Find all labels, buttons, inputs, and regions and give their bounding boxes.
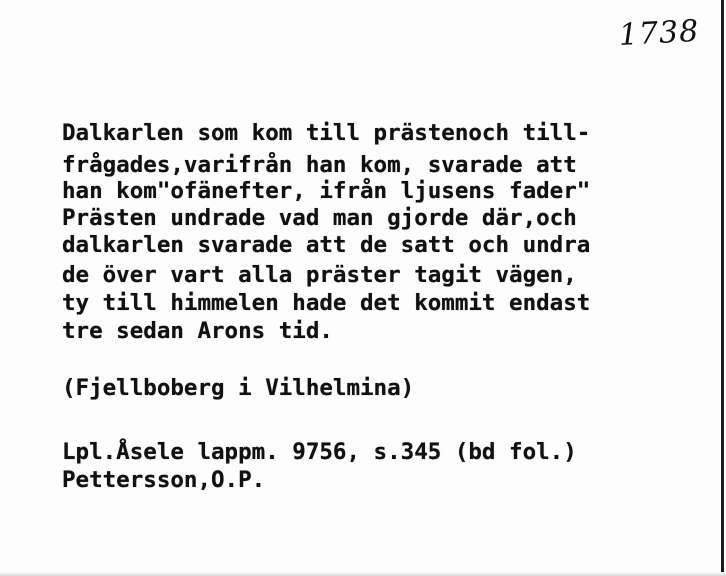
card-bottom-edge bbox=[0, 572, 726, 576]
text-line: ty till himmelen hade det kommit endast bbox=[62, 290, 591, 316]
source-reference: Lpl.Åsele lappm. 9756, s.345 (bd fol.) bbox=[62, 439, 577, 465]
collector-name: Pettersson,O.P. bbox=[62, 467, 266, 493]
text-line: han kom"ofänefter, ifrån ljusens fader" bbox=[62, 178, 591, 204]
text-line: frågades,varifrån han kom, svarade att bbox=[62, 152, 577, 178]
text-line: de över vart alla präster tagit vägen, bbox=[62, 262, 577, 288]
place-line: (Fjellboberg i Vilhelmina) bbox=[62, 375, 415, 401]
card-edge-shadow bbox=[721, 0, 724, 576]
text-line: Dalkarlen som kom till prästenoch till- bbox=[62, 120, 591, 146]
text-line: dalkarlen svarade att de satt och undra bbox=[62, 232, 591, 258]
text-line: Prästen undrade vad man gjorde där,och bbox=[62, 205, 577, 231]
card-number: 1738 bbox=[618, 13, 701, 53]
text-line: tre sedan Arons tid. bbox=[62, 318, 333, 344]
